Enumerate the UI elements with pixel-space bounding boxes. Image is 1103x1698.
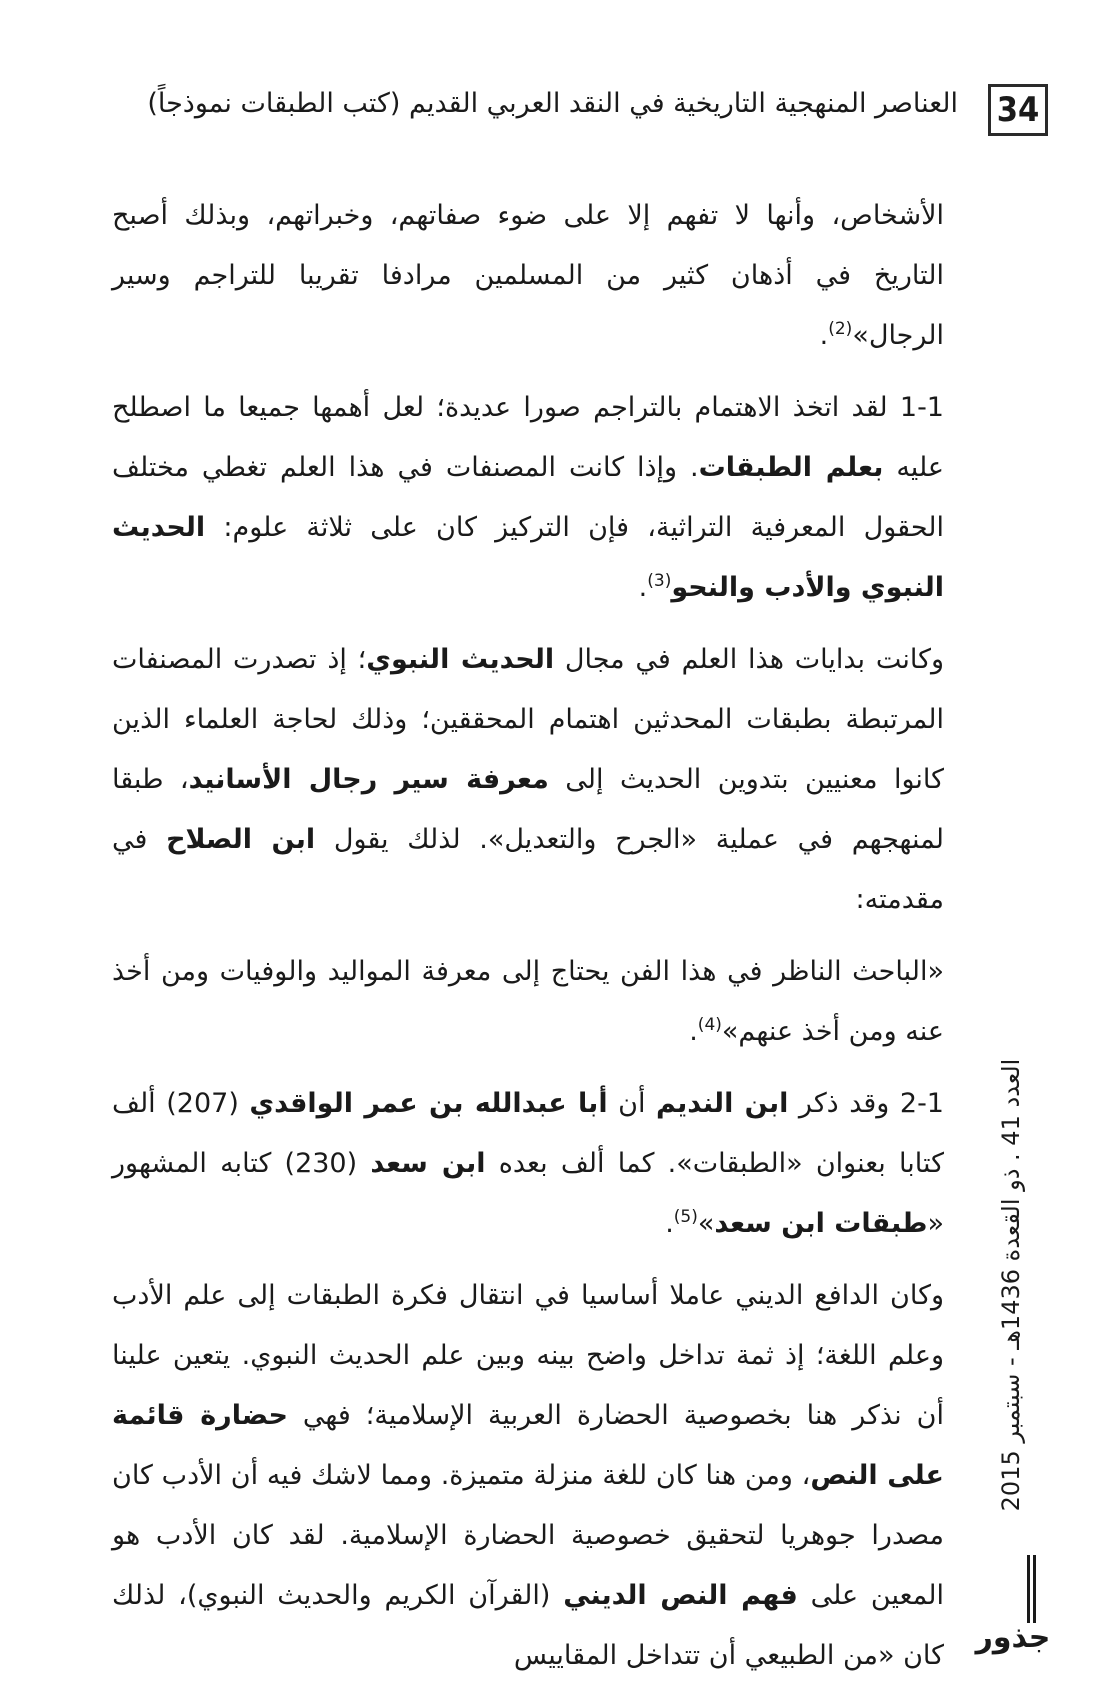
divider <box>1027 1555 1030 1623</box>
paragraph-5: 2-1 وقد ذكر ابن النديم أن أبا عبدالله بن عمر الواقدي (207) ألف كتابا بعنوان «الطبقات». كما ألف بعده ابن سعد (230) كتابه المشهور «طبقات ابن سعد»$^{(5)}$. <box>112 1088 944 1239</box>
page-number: 34 <box>988 84 1048 136</box>
bold-term: حضارة قائمة على النص <box>112 1400 944 1491</box>
bold-term: ابن النديم <box>656 1088 789 1119</box>
divider <box>1033 1555 1036 1623</box>
paragraph-1: الأشخاص، وأنها لا تفهم إلا على ضوء صفاتهم، وخبراتهم، وبذلك أصبح التاريخ في أذهان كثير من المسلمين مرادفا تقريبا للتراجم وسير الرجال»$^{(2)}$. <box>112 200 944 351</box>
footnote-ref: (5) <box>673 1207 698 1227</box>
paragraph-6: وكان الدافع الديني عاملا أساسيا في انتقال فكرة الطبقات إلى علم الأدب وعلم اللغة؛ إذ ثمة تداخل واضح بينه وبين علم الحديث النبوي. يتعين علينا أن نذكر هنا بخصوصية الحضارة العربية الإسلامية؛ فهي حضارة قائمة على النص، ومن هنا كان للغة منزلة متميزة. ومما لاشك فيه أن الأدب كان مصدرا جوهريا لتحقيق خصوصية الحضارة الإسلامية. لقد كان الأدب هو المعين على فهم النص الديني (القرآن الكريم والحديث النبوي)، لذلك كان «من الطبيعي أن تتداخل المقاييس <box>112 1280 944 1671</box>
paragraph-3: وكانت بدايات هذا العلم في مجال الحديث النبوي؛ إذ تصدرت المصنفات المرتبطة بطبقات المحدثين اهتمام المحققين؛ وذلك لحاجة العلماء الذين كانوا معنيين بتدوين الحديث إلى معرفة سير رجال الأسانيد، طبقا لمنهجهم في عملية «الجرح والتعديل». لذلك يقول ابن الصلاح في مقدمته: <box>112 644 944 915</box>
footnote-ref: (2) <box>828 319 853 339</box>
bold-term: ابن الصلاح <box>166 824 316 855</box>
running-title: العناصر المنهجية التاريخية في النقد العربي القديم (كتب الطبقات نموذجاً) <box>147 88 958 119</box>
bold-term: الحديث النبوي والأدب والنحو <box>112 512 944 603</box>
article-body <box>112 186 944 1698</box>
page-header <box>110 78 1048 148</box>
bold-term: معرفة سير رجال الأسانيد <box>188 764 549 795</box>
issue-info: العدد 41 . ذو القعدة 1436هـ - سبتمبر 2015 <box>997 1058 1025 1512</box>
quotation: «الباحث الناظر في هذا الفن يحتاج إلى معرفة المواليد والوفيات ومن أخذ عنه ومن أخذ عنهم»$^{(4)}$. <box>112 956 944 1047</box>
bold-term: الحديث النبوي <box>366 644 555 675</box>
bold-term: طبقات ابن سعد <box>714 1208 928 1239</box>
bold-term: ابن سعد <box>370 1148 486 1179</box>
issue-sidebar <box>976 1020 1046 1550</box>
paragraph-2: 1-1 لقد اتخذ الاهتمام بالتراجم صورا عديدة؛ لعل أهمها جميعا ما اصطلح عليه بعلم الطبقات. وإذا كانت المصنفات في هذا العلم تغطي مختلف الحقول المعرفية التراثية، فإن التركيز كان على ثلاثة علوم: الحديث النبوي والأدب والنحو$^{(3)}$. <box>112 392 944 603</box>
journal-logo: جذور <box>975 1620 1051 1655</box>
footnote-ref: (4) <box>697 1015 722 1035</box>
bold-term: بعلم الطبقات <box>698 452 884 483</box>
bold-term: أبا عبدالله بن عمر الواقدي <box>249 1088 608 1119</box>
bold-term: فهم النص الديني <box>563 1580 798 1611</box>
footnote-ref: (3) <box>647 571 672 591</box>
